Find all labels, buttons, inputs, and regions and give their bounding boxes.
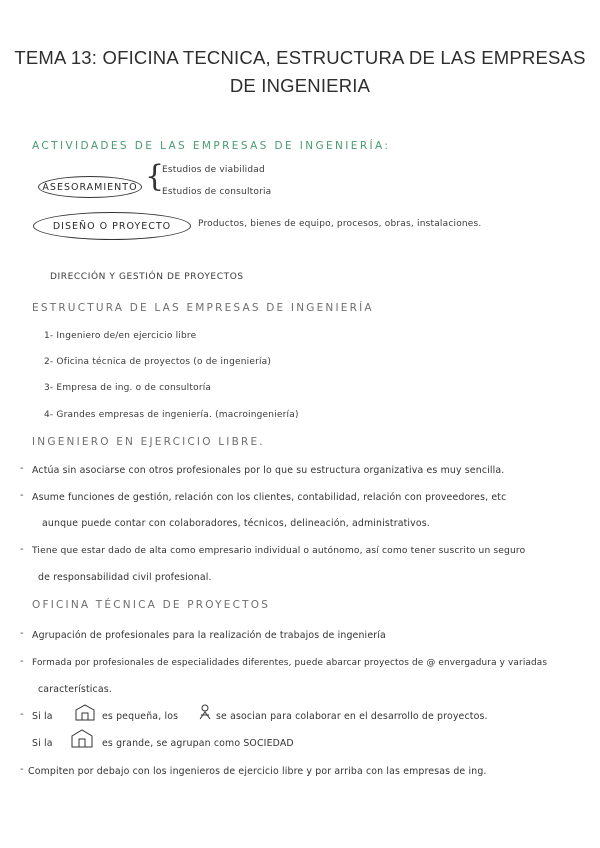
page-title [0, 44, 600, 100]
estructura-item-1: 1- Ingeniero de/en ejercicio libre [44, 331, 197, 341]
oficina-p2a: Formada por profesionales de especialidades diferentes, puede abarcar proyectos de @ envergadura y variadas [32, 658, 548, 668]
building-icon [74, 704, 96, 722]
ingeniero-heading: INGENIERO EN EJERCICIO LIBRE. [32, 436, 265, 448]
estructura-heading: ESTRUCTURA DE LAS EMPRESAS DE INGENIERÍA [32, 302, 374, 314]
oficina-p5: Compiten por debajo con los ingenieros de ejercicio libre y por arriba con las empresas de ing. [28, 766, 487, 777]
oficina-p3-post: es pequeña, los [102, 711, 179, 722]
estudios-consultoria: Estudios de consultoria [162, 187, 272, 197]
productos-text: Productos, bienes de equipo, procesos, obras, instalaciones. [198, 219, 482, 229]
ingeniero-p3a: Tiene que estar dado de alta como empresario individual o autónomo, así como tener suscrito un seguro [32, 546, 526, 556]
bullet-dash: - [20, 709, 24, 720]
engineer-icon [198, 704, 212, 720]
estructura-item-3: 3- Empresa de ing. o de consultoría [44, 383, 212, 393]
estructura-item-4: 4- Grandes empresas de ingeniería. (macroingeniería) [44, 410, 299, 420]
bullet-dash: - [20, 544, 24, 555]
ingeniero-p1: Actúa sin asociarse con otros profesionales por lo que su estructura organizativa es muy sencilla. [32, 465, 505, 476]
ingeniero-p2b: aunque puede contar con colaboradores, técnicos, delineación, administrativos. [42, 518, 430, 529]
ingeniero-p3b: de responsabilidad civil profesional. [38, 572, 212, 583]
bullet-dash: - [20, 764, 24, 775]
diseno-label: DISEÑO O PROYECTO [52, 220, 172, 232]
bullet-dash: - [20, 490, 24, 501]
oficina-p4-pre: Si la [32, 738, 53, 749]
oficina-p3-pre: Si la [32, 711, 53, 722]
oficina-p1: Agrupación de profesionales para la realización de trabajos de ingeniería [32, 630, 386, 641]
oficina-p3-end: se asocian para colaborar en el desarrollo de proyectos. [216, 711, 488, 722]
diseno-oval [33, 212, 191, 240]
asesoramiento-oval [38, 176, 142, 198]
oficina-p2b: características. [38, 684, 112, 695]
title-line-2: DE INGENIERIA [229, 75, 371, 96]
oficina-heading: OFICINA TÉCNICA DE PROYECTOS [32, 599, 271, 611]
asesoramiento-label: ASESORAMIENTO [42, 181, 138, 193]
estudios-viabilidad: Estudios de viabilidad [162, 165, 265, 175]
building-large-icon [70, 729, 94, 749]
direccion-text: DIRECCIÓN Y GESTIÓN DE PROYECTOS [50, 272, 244, 282]
oficina-p4-post: es grande, se agrupan como SOCIEDAD [102, 738, 294, 749]
bullet-dash: - [20, 628, 24, 639]
bullet-dash: - [20, 656, 24, 667]
brace-symbol: { [145, 159, 165, 194]
title-line-1: TEMA 13: OFICINA TECNICA, ESTRUCTURA DE LAS EMPRESAS [14, 47, 586, 68]
actividades-heading: ACTIVIDADES DE LAS EMPRESAS DE INGENIERÍA: [32, 140, 391, 152]
estructura-item-2: 2- Oficina técnica de proyectos (o de ingeniería) [44, 357, 272, 367]
bullet-dash: - [20, 463, 24, 474]
ingeniero-p2a: Asume funciones de gestión, relación con los clientes, contabilidad, relación con proveedores, etc [32, 492, 507, 503]
